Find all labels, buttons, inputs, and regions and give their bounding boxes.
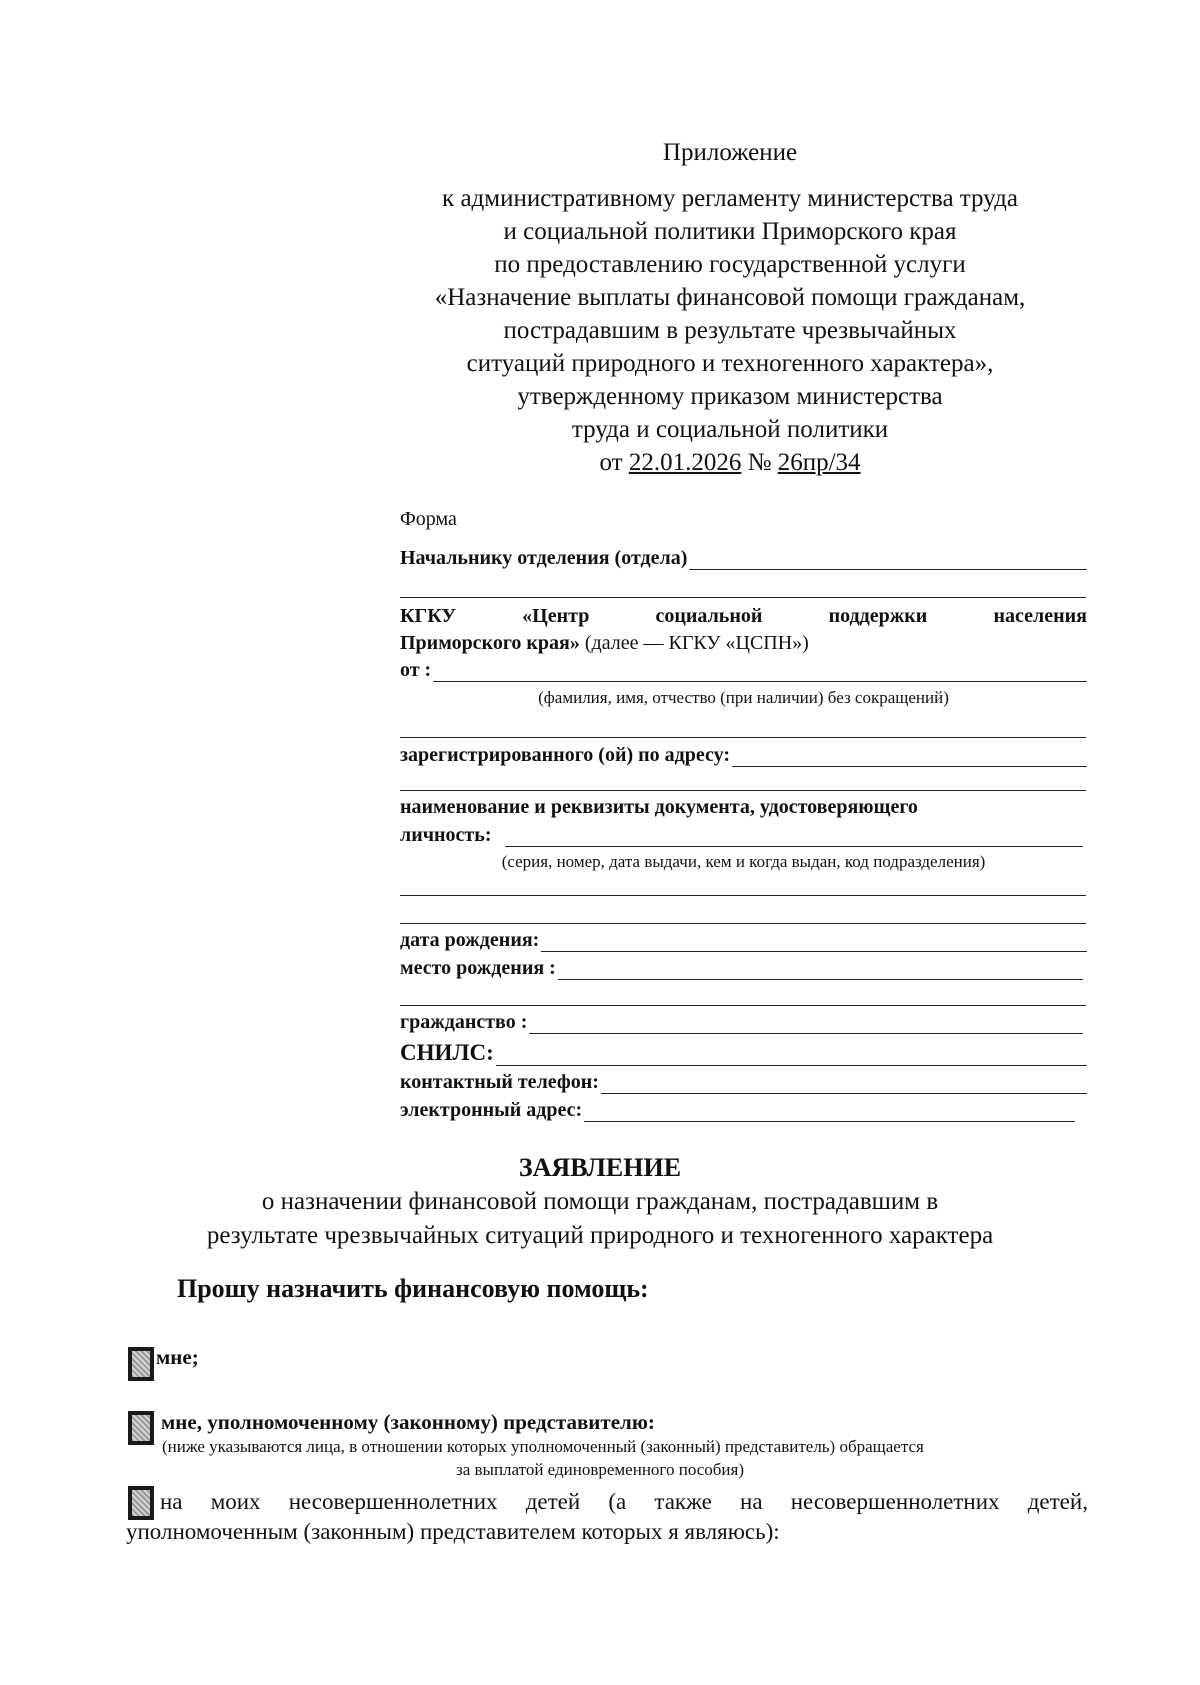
statement-subtitle: результате чрезвычайных ситуаций природного и техногенного характера [206,1222,994,1249]
appendix-title: Приложение [662,139,798,166]
option-children-checkbox[interactable] [128,1486,154,1520]
order-number: 26пр/34 [777,449,861,476]
address-continuation-line[interactable] [400,790,1086,791]
appendix-description [380,182,1080,479]
birth-date-input-line[interactable] [541,931,1087,952]
org-word: КГКУ [400,605,457,627]
appendix-line: к административному регламенту министерства труда [442,185,1018,212]
option-me-label: мне; [156,1345,199,1369]
org-word: поддержки [828,605,928,627]
order-date-line [380,446,1080,479]
children-word: несовершеннолетних [288,1489,498,1514]
appendix-line: ситуаций природного и техногенного характера», [466,350,994,377]
children-word: несовершеннолетних [790,1489,1000,1514]
children-word: детей, [1027,1489,1088,1514]
citizenship-row [400,1007,1083,1034]
option-me-checkbox[interactable] [128,1347,154,1381]
appendix-line: труда и социальной политики [571,416,889,443]
org-word: населения [993,605,1087,627]
birth-date-row [400,925,1087,952]
head-label: Начальнику отделения (отдела) [400,547,688,569]
org-line-1 [400,605,1087,628]
org-word: «Центр [522,605,590,627]
fio-continuation-line[interactable] [400,737,1086,738]
email-input-line[interactable] [584,1101,1075,1122]
children-word: моих [210,1489,261,1514]
children-word: на [740,1489,763,1514]
statement-subtitle: о назначении финансовой помощи гражданам, пострадавшим в [261,1188,939,1215]
email-label: электронный адрес: [400,1099,583,1121]
snils-row [400,1036,1087,1066]
address-input-line[interactable] [732,746,1087,767]
appendix-line: пострадавшим в результате чрезвычайных [503,317,957,344]
appendix-line: утвержденному приказом министерства [517,383,943,410]
snils-label: СНИЛС: [400,1040,494,1065]
identity-label: личность: [400,824,492,846]
snils-input-line[interactable] [496,1045,1087,1066]
option-representative-label: мне, уполномоченному (законному) представителю: [161,1410,655,1434]
order-date: 22.01.2026 [628,449,742,476]
from-label: от : [400,659,432,681]
head-input-line[interactable] [689,549,1087,570]
order-number-sign: № [747,449,772,476]
citizenship-label: гражданство : [400,1011,528,1033]
head-continuation-line[interactable] [400,597,1086,598]
org-abbreviation: (далее — КГКУ «ЦСПН») [579,632,809,654]
statement-title: ЗАЯВЛЕНИЕ [518,1153,682,1182]
id-doc-field-row [400,820,1083,847]
fio-hint: (фамилия, имя, отчество (при наличии) без сокращений) [538,688,949,707]
birth-place-continuation-line[interactable] [400,1005,1086,1006]
birth-place-row [400,953,1083,980]
appendix-line: по предоставлению государственной услуги [494,251,966,278]
phone-row [400,1067,1087,1094]
option-children-label-line-2: уполномоченным (законным) представителем которых я являюсь): [126,1519,780,1544]
id-doc-continuation-line-2[interactable] [400,923,1086,924]
id-doc-hint: (серия, номер, дата выдачи, кем и когда выдан, код подразделения) [501,852,986,871]
birth-date-label: дата рождения: [400,929,540,951]
org-name-bold: Приморского края» [400,632,580,654]
id-doc-label: наименование и реквизиты документа, удостоверяющего [400,796,918,818]
option-representative-checkbox[interactable] [128,1411,154,1445]
address-label: зарегистрированного (ой) по адресу: [400,744,731,766]
head-field-row [400,543,1087,570]
phone-label: контактный телефон: [400,1071,599,1093]
citizenship-input-line[interactable] [529,1013,1083,1034]
children-word: на [160,1489,183,1514]
birth-place-label: место рождения : [400,957,556,979]
request-heading: Прошу назначить финансовую помощь: [177,1274,649,1303]
id-doc-input-line[interactable] [505,826,1083,847]
email-row [400,1095,1075,1122]
children-word: детей [525,1489,581,1514]
children-word: также [654,1489,712,1514]
address-field-row [400,740,1087,767]
org-line-2 [400,632,1087,655]
representative-hint: (ниже указываются лица, в отношении которых уполномоченный (законный) представитель) обращается [162,1437,924,1456]
representative-hint: за выплатой единовременного пособия) [455,1460,745,1479]
from-field-row [400,655,1087,682]
form-label: Форма [400,508,457,530]
fio-input-line[interactable] [433,661,1087,682]
order-date-prefix: от [599,449,623,476]
phone-input-line[interactable] [601,1073,1087,1094]
id-doc-continuation-line-1[interactable] [400,895,1086,896]
option-children-label [160,1489,1088,1515]
children-word: (а [608,1489,627,1514]
birth-place-input-line[interactable] [558,959,1083,980]
appendix-line: «Назначение выплаты финансовой помощи гражданам, [434,284,1026,311]
appendix-line: и социальной политики Приморского края [503,218,957,245]
org-word: социальной [655,605,763,627]
